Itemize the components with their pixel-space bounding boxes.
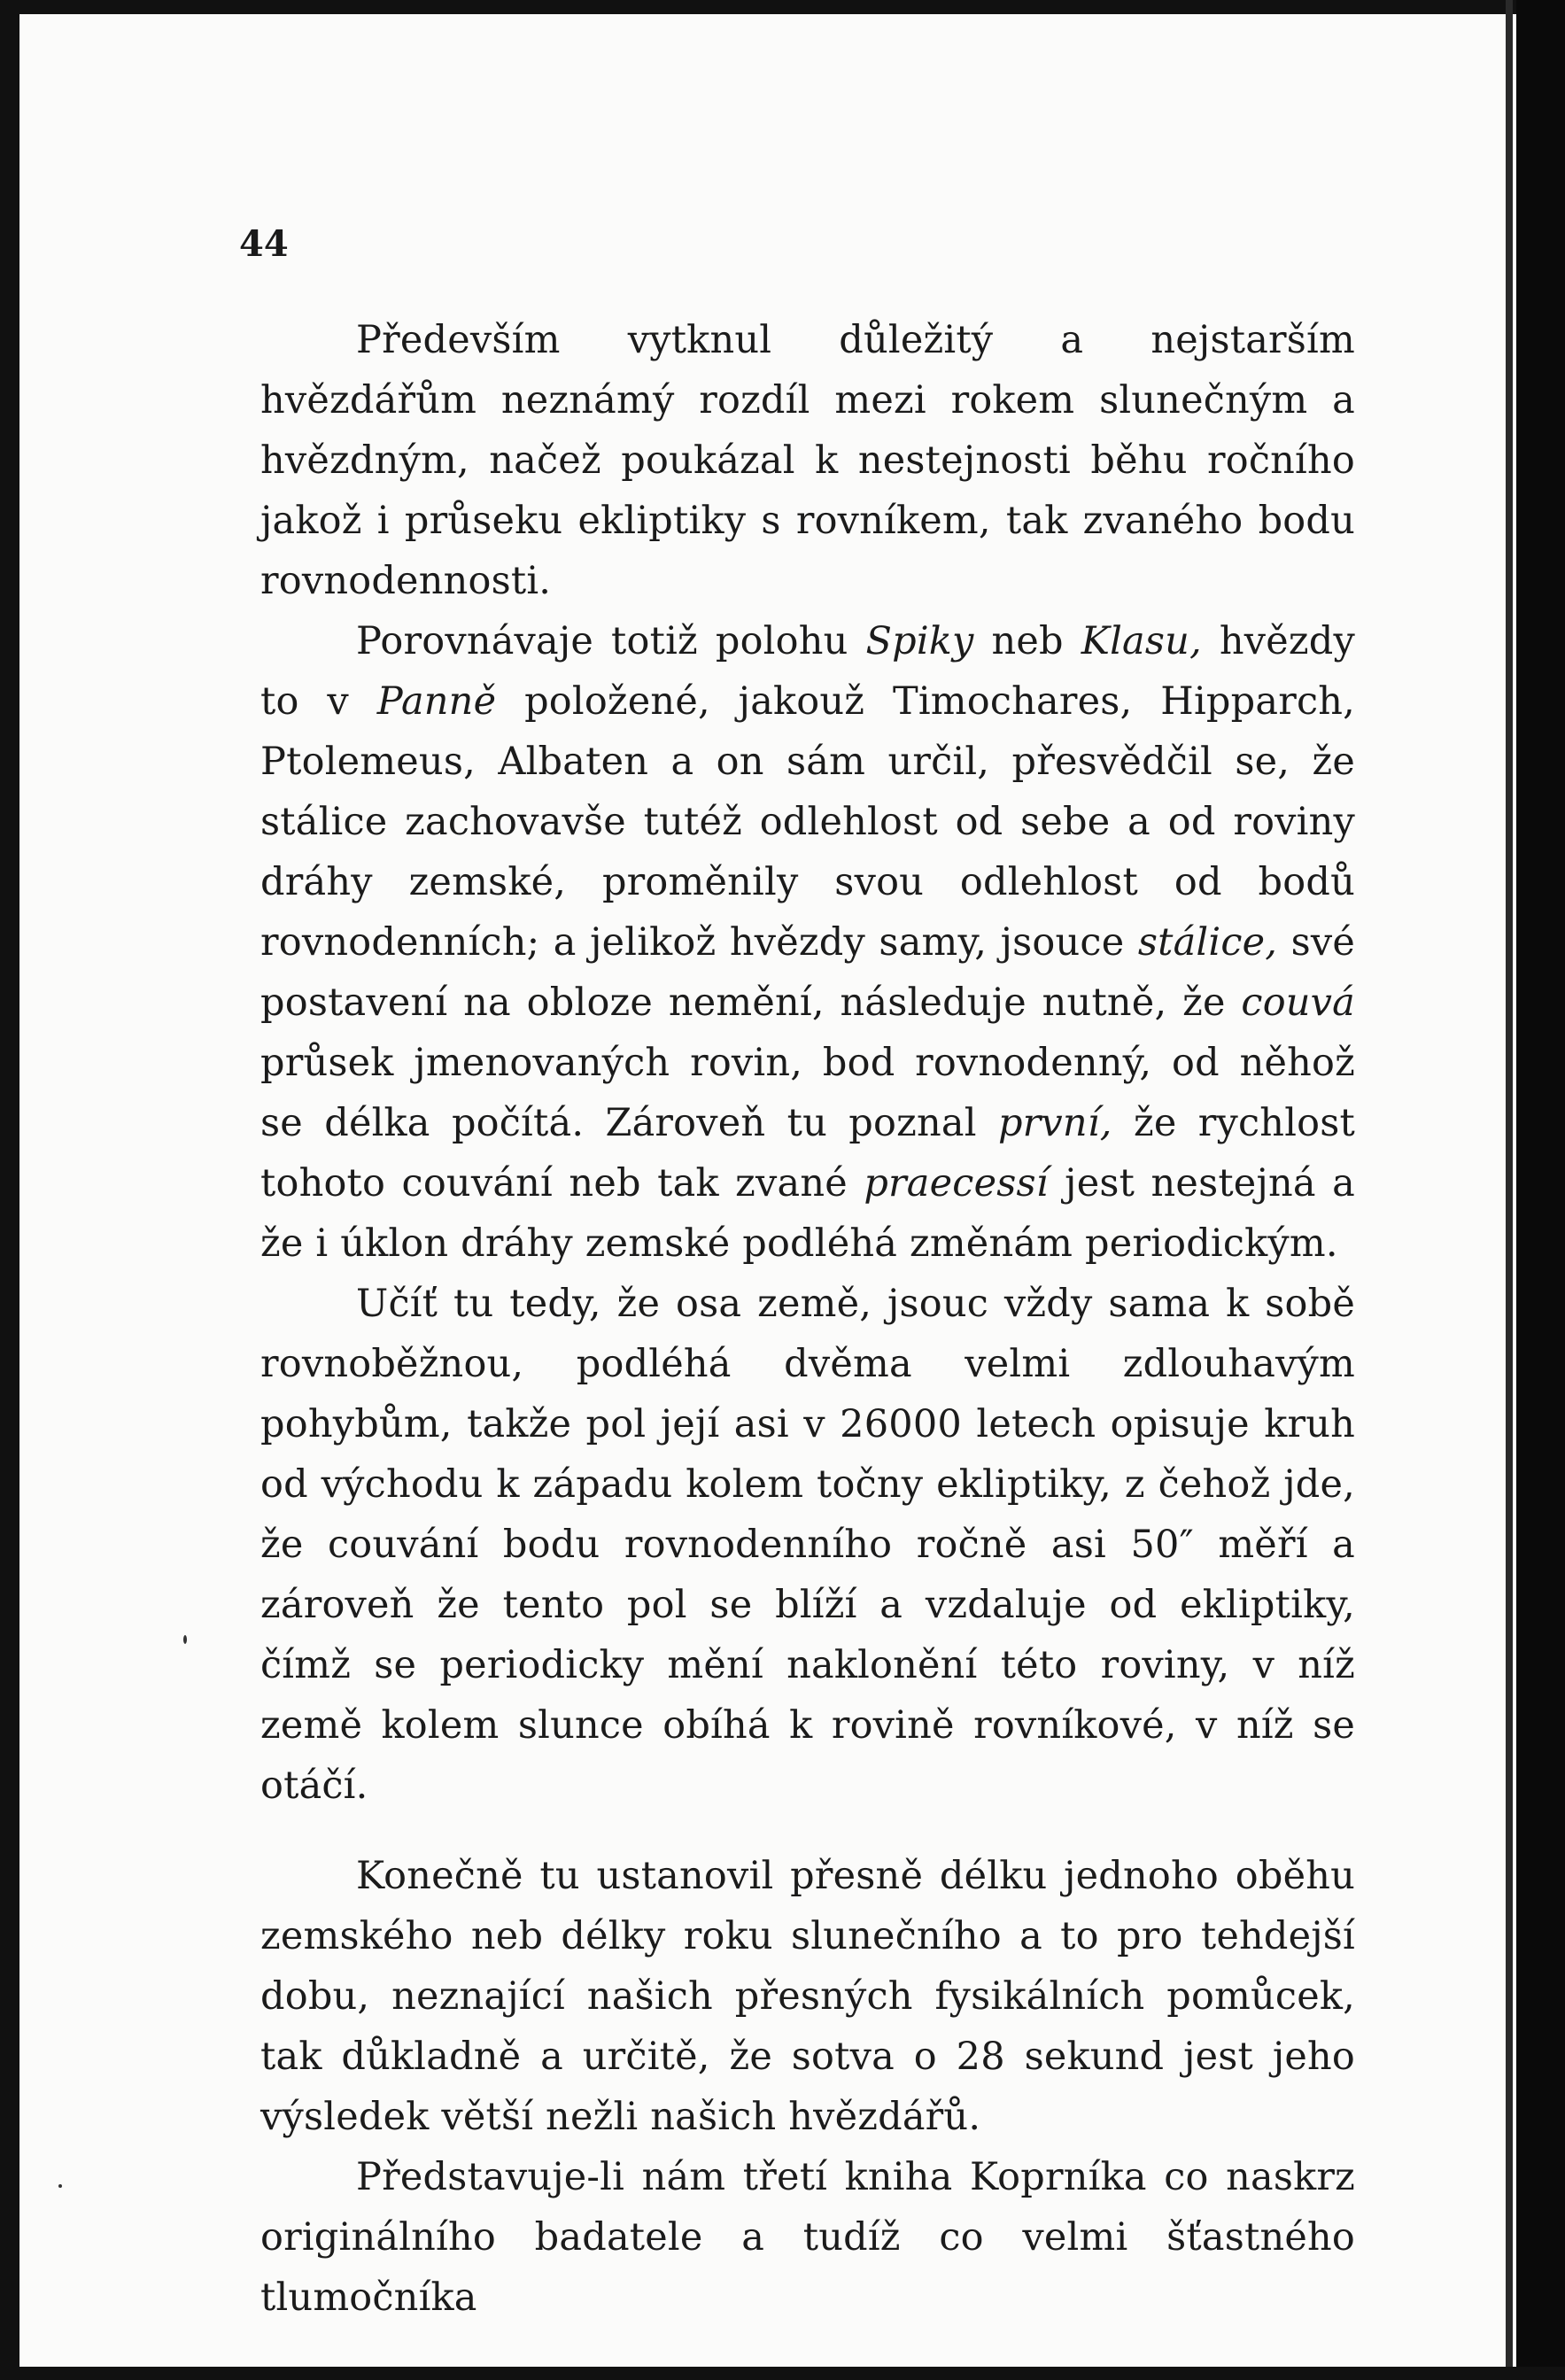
italic-term: první,	[997, 1101, 1112, 1145]
text-run: Především vytknul důležitý a nejstarším hvězdářům neznámý rozdíl mezi rokem slunečným a hvězdným, načež poukázal k nestejnosti běhu ročního jakož i průseku ekliptiky s rovníkem, tak zvaného bodu rovnodennosti.	[260, 318, 1355, 603]
paragraph-2	[260, 611, 1355, 1274]
scan-frame-top	[0, 0, 1565, 14]
paragraph-3	[260, 1274, 1355, 1816]
scan-frame-right-inner	[1506, 0, 1513, 2380]
paragraph-4	[260, 1846, 1355, 2147]
body-text	[260, 310, 1355, 2328]
paragraph-1	[260, 310, 1355, 611]
italic-term: Panně	[376, 679, 497, 724]
scan-frame-left	[0, 0, 19, 2380]
text-run: Konečně tu ustanovil přesně délku jednoho oběhu zemského neb délky roku slunečního a to pro tehdejší dobu, neznající našich přesných fysikálních pomůcek, tak důkladně a určitě, že sotva o 28 sekund jest jeho výsledek větší nežli našich hvězdářů.	[260, 1854, 1355, 2139]
paragraph-5	[260, 2147, 1355, 2328]
scan-frame-bottom	[0, 2367, 1565, 2380]
text-run: neb	[973, 619, 1081, 663]
italic-term: couvá	[1241, 981, 1355, 1025]
text-run: své postavení na obloze nemění, následuje nutně, že	[260, 920, 1356, 1025]
text-run: jest nestejná a že i úklon dráhy zemské podléhá změnám periodickým.	[260, 1161, 1355, 1266]
text-run: položené, jakouž Timochares, Hipparch, Ptolemeus, Albaten a on sám určil, přesvědčil se, že stálice zachovavše tutéž odlehlost od sebe a od roviny dráhy zemské, proměnily svou odlehlost od bodů rovnodenních; a jelikož hvězdy samy, jsouce	[260, 679, 1355, 965]
italic-term: Spiky	[865, 619, 974, 663]
text-run: Porovnávaje totiž polohu	[356, 619, 866, 663]
italic-term: praecessí	[864, 1161, 1049, 1206]
dust-speck	[58, 2184, 62, 2188]
text-run: hvězdy to v	[260, 619, 1355, 724]
dust-speck	[183, 1635, 187, 1644]
italic-term: Klasu,	[1081, 619, 1202, 663]
scan-frame-right	[1516, 0, 1565, 2380]
page-number: 44	[239, 223, 289, 265]
text-run: Představuje-li nám třetí kniha Koprníka co naskrz originálního badatele a tudíž co velmi šťastného tlumočníka	[260, 2155, 1355, 2320]
text-run: Učíť tu tedy, že osa země, jsouc vždy sama k sobě rovnoběžnou, podléhá dvěma velmi zdlouhavým pohybům, takže pol její asi v 26000 letech opisuje kruh od východu k západu kolem točny ekliptiky, z čehož jde, že couvání bodu rovnodenního ročně asi 50″ měří a zároveň že tento pol se blíží a vzdaluje od ekliptiky, čímž se periodicky mění naklonění této roviny, v níž země kolem slunce obíhá k rovině rovníkové, v níž se otáčí.	[260, 1282, 1355, 1808]
text-run: že rychlost tohoto couvání neb tak zvané	[260, 1101, 1355, 1206]
italic-term: stálice,	[1137, 920, 1278, 965]
text-run: průsek jmenovaných rovin, bod rovnodenný, od něhož se délka počítá. Zároveň tu poznal	[260, 1041, 1355, 1145]
